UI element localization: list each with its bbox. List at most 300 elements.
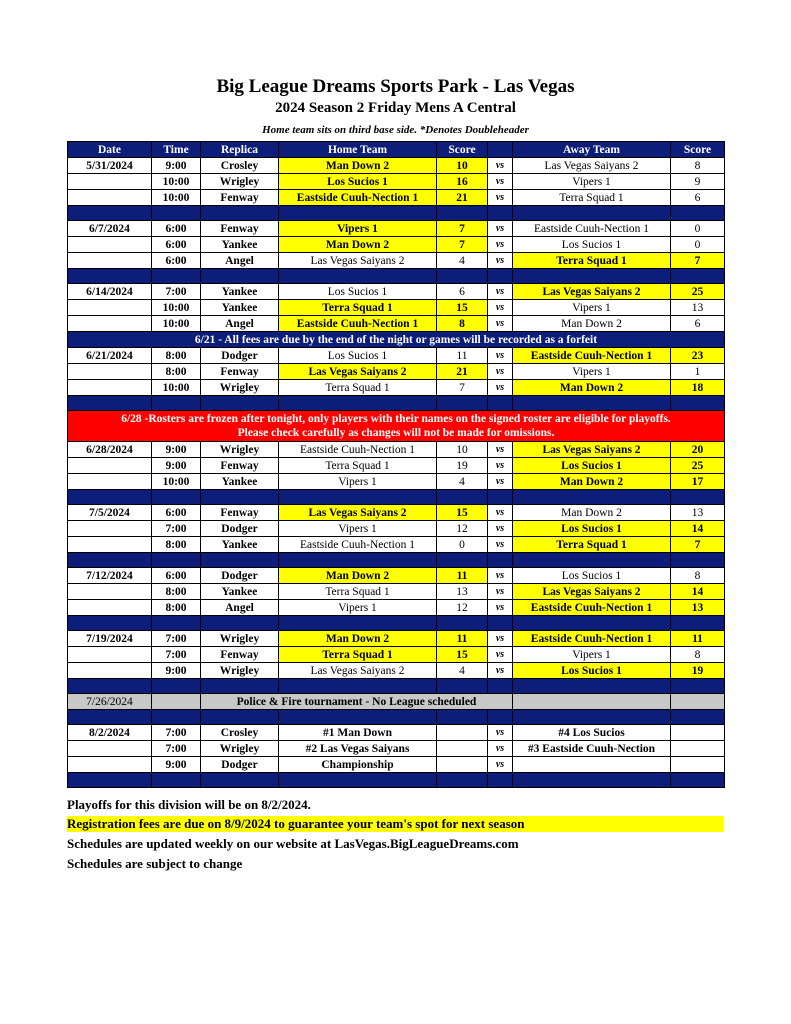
date-cell: 6/7/2024 — [68, 221, 152, 237]
separator-cell — [279, 396, 437, 411]
vs-cell: vs — [488, 663, 513, 679]
separator-cell — [513, 269, 671, 284]
away-team-cell: Los Sucios 1 — [513, 237, 671, 253]
separator-cell — [279, 773, 437, 788]
away-team-cell: Man Down 2 — [513, 316, 671, 332]
separator-cell — [437, 616, 488, 631]
separator-cell — [68, 679, 152, 694]
away-team-cell: Terra Squad 1 — [513, 253, 671, 269]
home-score-cell: 7 — [437, 380, 488, 396]
replica-cell: Dodger — [201, 568, 279, 584]
vs-cell: vs — [488, 237, 513, 253]
separator-cell — [671, 773, 725, 788]
game-row — [68, 584, 725, 600]
away-team-cell: Terra Squad 1 — [513, 190, 671, 206]
game-row — [68, 458, 725, 474]
vs-cell: vs — [488, 521, 513, 537]
home-team-cell: Eastside Cuuh-Nection 1 — [279, 190, 437, 206]
away-team-cell: Los Sucios 1 — [513, 568, 671, 584]
game-row — [68, 348, 725, 364]
home-team-cell: #2 Las Vegas Saiyans — [279, 741, 437, 757]
date-cell — [68, 237, 152, 253]
time-cell: 6:00 — [152, 237, 201, 253]
replica-cell: Fenway — [201, 647, 279, 663]
replica-cell: Angel — [201, 600, 279, 616]
page-subtitle: 2024 Season 2 Friday Mens A Central — [275, 100, 516, 116]
vs-cell: vs — [488, 158, 513, 174]
away-score-cell — [671, 741, 725, 757]
date-cell — [68, 663, 152, 679]
vs-cell: vs — [488, 442, 513, 458]
date-cell — [68, 364, 152, 380]
home-score-cell: 11 — [437, 568, 488, 584]
away-score-cell — [671, 757, 725, 773]
vs-cell: vs — [488, 568, 513, 584]
separator-cell — [68, 616, 152, 631]
playoff-row — [68, 741, 725, 757]
game-row — [68, 158, 725, 174]
date-cell — [68, 316, 152, 332]
home-score-cell: 15 — [437, 647, 488, 663]
separator-cell — [201, 206, 279, 221]
replica-cell: Yankee — [201, 474, 279, 490]
separator-cell — [279, 616, 437, 631]
away-team-cell: Man Down 2 — [513, 474, 671, 490]
separator-cell — [152, 710, 201, 725]
vs-cell: vs — [488, 757, 513, 773]
replica-cell: Fenway — [201, 458, 279, 474]
date-cell — [68, 474, 152, 490]
game-row — [68, 174, 725, 190]
home-team-cell: #1 Man Down — [279, 725, 437, 741]
vs-cell: vs — [488, 474, 513, 490]
separator-cell — [671, 710, 725, 725]
time-cell: 6:00 — [152, 568, 201, 584]
away-score-cell: 23 — [671, 348, 725, 364]
away-score-cell: 6 — [671, 316, 725, 332]
separator-cell — [68, 773, 152, 788]
col-date: Date — [68, 142, 152, 158]
home-team-cell: Man Down 2 — [279, 237, 437, 253]
separator-row — [68, 553, 725, 568]
game-row — [68, 537, 725, 553]
date-cell — [68, 380, 152, 396]
time-cell: 9:00 — [152, 757, 201, 773]
away-team-cell: Las Vegas Saiyans 2 — [513, 158, 671, 174]
separator-cell — [437, 773, 488, 788]
alert-cell — [68, 411, 725, 442]
home-score-cell: 12 — [437, 600, 488, 616]
away-team-cell: Los Sucios 1 — [513, 458, 671, 474]
home-team-cell: Man Down 2 — [279, 568, 437, 584]
home-team-cell: Las Vegas Saiyans 2 — [279, 364, 437, 380]
time-cell: 9:00 — [152, 442, 201, 458]
home-score-cell — [437, 725, 488, 741]
replica-cell: Fenway — [201, 505, 279, 521]
game-row — [68, 300, 725, 316]
schedule-body — [68, 158, 725, 788]
separator-cell — [437, 396, 488, 411]
away-score-cell: 25 — [671, 284, 725, 300]
time-cell: 9:00 — [152, 158, 201, 174]
separator-cell — [152, 396, 201, 411]
col-away-team: Away Team — [513, 142, 671, 158]
separator-cell — [279, 679, 437, 694]
separator-row — [68, 773, 725, 788]
away-score-cell: 20 — [671, 442, 725, 458]
vs-cell: vs — [488, 537, 513, 553]
game-row — [68, 442, 725, 458]
alert-text-2: Please check carefully as changes will not be made for omissions. — [237, 427, 555, 439]
separator-cell — [152, 490, 201, 505]
game-row — [68, 505, 725, 521]
separator-cell — [513, 710, 671, 725]
date-cell — [68, 458, 152, 474]
away-score-cell: 8 — [671, 647, 725, 663]
away-score-cell: 7 — [671, 253, 725, 269]
no-games-row — [68, 694, 725, 710]
separator-row — [68, 710, 725, 725]
separator-row — [68, 269, 725, 284]
website-note: Schedules are updated weekly on our website at LasVegas.BigLeagueDreams.com — [67, 836, 519, 851]
game-row — [68, 253, 725, 269]
separator-cell — [201, 679, 279, 694]
separator-cell — [201, 396, 279, 411]
game-row — [68, 284, 725, 300]
home-score-cell: 16 — [437, 174, 488, 190]
col-vs — [488, 142, 513, 158]
replica-cell: Crosley — [201, 725, 279, 741]
time-cell: 7:00 — [152, 725, 201, 741]
date-cell — [68, 600, 152, 616]
home-score-cell: 19 — [437, 458, 488, 474]
separator-cell — [279, 553, 437, 568]
away-score-cell: 8 — [671, 568, 725, 584]
replica-cell: Wrigley — [201, 631, 279, 647]
replica-cell: Fenway — [201, 221, 279, 237]
notice-text: 6/21 - All fees are due by the end of the night or games will be recorded as a forfeit — [68, 332, 725, 348]
away-score-cell — [671, 725, 725, 741]
home-score-cell: 6 — [437, 284, 488, 300]
registration-note: Registration fees are due on 8/9/2024 to guarantee your team's spot for next season — [67, 816, 724, 832]
game-row — [68, 600, 725, 616]
away-score-cell: 0 — [671, 237, 725, 253]
time-cell: 10:00 — [152, 380, 201, 396]
home-team-cell: Eastside Cuuh-Nection 1 — [279, 537, 437, 553]
home-team-cell: Los Sucios 1 — [279, 348, 437, 364]
vs-cell: vs — [488, 505, 513, 521]
home-score-cell: 10 — [437, 442, 488, 458]
away-team-cell — [513, 757, 671, 773]
away-score-cell: 19 — [671, 663, 725, 679]
replica-cell: Yankee — [201, 300, 279, 316]
col-home-score: Score — [437, 142, 488, 158]
away-score-cell: 18 — [671, 380, 725, 396]
separator-cell — [488, 553, 513, 568]
blank-cell — [152, 694, 201, 710]
home-score-cell: 10 — [437, 158, 488, 174]
replica-cell: Yankee — [201, 537, 279, 553]
away-score-cell: 9 — [671, 174, 725, 190]
away-score-cell: 6 — [671, 190, 725, 206]
separator-cell — [437, 553, 488, 568]
home-score-cell: 21 — [437, 364, 488, 380]
game-row — [68, 663, 725, 679]
alert-text: 6/28 -Rosters are frozen after tonight, only players with their names on the signed roster are eligible for playoffs. — [121, 413, 671, 425]
separator-cell — [68, 710, 152, 725]
home-team-cell: Man Down 2 — [279, 631, 437, 647]
separator-row — [68, 396, 725, 411]
notice-row — [68, 332, 725, 348]
separator-cell — [488, 206, 513, 221]
replica-cell: Dodger — [201, 521, 279, 537]
home-team-cell: Las Vegas Saiyans 2 — [279, 505, 437, 521]
time-cell: 7:00 — [152, 521, 201, 537]
vs-cell: vs — [488, 190, 513, 206]
separator-cell — [513, 206, 671, 221]
away-team-cell: Vipers 1 — [513, 647, 671, 663]
vs-cell: vs — [488, 647, 513, 663]
home-team-cell: Las Vegas Saiyans 2 — [279, 663, 437, 679]
replica-cell: Wrigley — [201, 174, 279, 190]
date-cell — [68, 300, 152, 316]
separator-cell — [671, 616, 725, 631]
home-team-cell: Eastside Cuuh-Nection 1 — [279, 316, 437, 332]
replica-cell: Fenway — [201, 190, 279, 206]
home-score-cell: 4 — [437, 253, 488, 269]
away-team-cell: #4 Los Sucios — [513, 725, 671, 741]
home-team-cell: Terra Squad 1 — [279, 300, 437, 316]
replica-cell: Yankee — [201, 237, 279, 253]
vs-cell: vs — [488, 600, 513, 616]
separator-cell — [152, 206, 201, 221]
separator-cell — [488, 679, 513, 694]
date-cell: 5/31/2024 — [68, 158, 152, 174]
away-score-cell: 14 — [671, 584, 725, 600]
separator-cell — [201, 616, 279, 631]
col-away-score: Score — [671, 142, 725, 158]
home-team-cell: Vipers 1 — [279, 474, 437, 490]
vs-cell: vs — [488, 380, 513, 396]
away-team-cell: Las Vegas Saiyans 2 — [513, 442, 671, 458]
home-score-cell: 13 — [437, 584, 488, 600]
playoff-row — [68, 757, 725, 773]
separator-cell — [671, 269, 725, 284]
change-note: Schedules are subject to change — [67, 856, 243, 871]
separator-cell — [671, 396, 725, 411]
away-team-cell: Eastside Cuuh-Nection 1 — [513, 221, 671, 237]
replica-cell: Wrigley — [201, 442, 279, 458]
away-score-cell: 7 — [671, 537, 725, 553]
vs-cell: vs — [488, 741, 513, 757]
date-cell — [68, 741, 152, 757]
home-score-cell: 7 — [437, 237, 488, 253]
away-team-cell: Las Vegas Saiyans 2 — [513, 584, 671, 600]
vs-cell: vs — [488, 348, 513, 364]
game-row — [68, 631, 725, 647]
separator-cell — [488, 396, 513, 411]
alert-row — [68, 411, 725, 442]
separator-cell — [68, 396, 152, 411]
col-home-team: Home Team — [279, 142, 437, 158]
home-score-cell — [437, 741, 488, 757]
home-team-cell: Los Sucios 1 — [279, 284, 437, 300]
game-row — [68, 221, 725, 237]
away-team-cell: Terra Squad 1 — [513, 537, 671, 553]
separator-cell — [201, 710, 279, 725]
time-cell: 7:00 — [152, 284, 201, 300]
away-team-cell: Los Sucios 1 — [513, 663, 671, 679]
home-team-cell: Terra Squad 1 — [279, 647, 437, 663]
replica-cell: Fenway — [201, 364, 279, 380]
date-cell: 7/26/2024 — [68, 694, 152, 710]
date-cell: 7/12/2024 — [68, 568, 152, 584]
date-cell — [68, 253, 152, 269]
separator-cell — [152, 553, 201, 568]
separator-cell — [201, 553, 279, 568]
date-cell — [68, 190, 152, 206]
game-row — [68, 364, 725, 380]
away-score-cell: 17 — [671, 474, 725, 490]
time-cell: 8:00 — [152, 537, 201, 553]
separator-cell — [437, 710, 488, 725]
home-team-cell: Terra Squad 1 — [279, 584, 437, 600]
separator-cell — [437, 206, 488, 221]
away-score-cell: 1 — [671, 364, 725, 380]
home-score-cell: 8 — [437, 316, 488, 332]
home-score-cell: 12 — [437, 521, 488, 537]
away-team-cell: Los Sucios 1 — [513, 521, 671, 537]
home-score-cell: 11 — [437, 631, 488, 647]
separator-cell — [279, 206, 437, 221]
time-cell: 9:00 — [152, 663, 201, 679]
time-cell: 8:00 — [152, 600, 201, 616]
date-cell: 7/19/2024 — [68, 631, 152, 647]
home-score-cell: 7 — [437, 221, 488, 237]
home-score-cell: 21 — [437, 190, 488, 206]
home-team-cell: Vipers 1 — [279, 221, 437, 237]
game-row — [68, 474, 725, 490]
game-row — [68, 316, 725, 332]
away-score-cell: 13 — [671, 300, 725, 316]
time-cell: 6:00 — [152, 505, 201, 521]
vs-cell: vs — [488, 316, 513, 332]
away-team-cell: Vipers 1 — [513, 300, 671, 316]
home-team-cell: Las Vegas Saiyans 2 — [279, 253, 437, 269]
separator-cell — [152, 616, 201, 631]
time-cell: 9:00 — [152, 458, 201, 474]
date-cell — [68, 757, 152, 773]
home-score-cell: 4 — [437, 474, 488, 490]
separator-cell — [437, 490, 488, 505]
time-cell: 7:00 — [152, 647, 201, 663]
separator-cell — [437, 679, 488, 694]
date-cell — [68, 174, 152, 190]
away-score-cell: 25 — [671, 458, 725, 474]
separator-cell — [488, 773, 513, 788]
date-cell — [68, 647, 152, 663]
separator-cell — [488, 710, 513, 725]
away-team-cell: Vipers 1 — [513, 364, 671, 380]
separator-cell — [279, 490, 437, 505]
away-score-cell: 13 — [671, 600, 725, 616]
separator-cell — [201, 269, 279, 284]
time-cell: 8:00 — [152, 364, 201, 380]
playoff-row — [68, 725, 725, 741]
separator-cell — [513, 679, 671, 694]
replica-cell: Dodger — [201, 348, 279, 364]
vs-cell: vs — [488, 174, 513, 190]
replica-cell: Dodger — [201, 757, 279, 773]
home-team-cell: Man Down 2 — [279, 158, 437, 174]
date-cell — [68, 584, 152, 600]
time-cell: 10:00 — [152, 474, 201, 490]
away-team-cell: Eastside Cuuh-Nection 1 — [513, 600, 671, 616]
away-score-cell: 8 — [671, 158, 725, 174]
home-team-cell: Vipers 1 — [279, 521, 437, 537]
time-cell: 6:00 — [152, 253, 201, 269]
vs-cell: vs — [488, 221, 513, 237]
home-team-cell: Terra Squad 1 — [279, 458, 437, 474]
vs-cell: vs — [488, 253, 513, 269]
playoffs-note: Playoffs for this division will be on 8/2/2024. — [67, 797, 311, 812]
date-cell: 6/14/2024 — [68, 284, 152, 300]
home-score-cell — [437, 757, 488, 773]
replica-cell: Crosley — [201, 158, 279, 174]
home-team-note: Home team sits on third base side. *Denotes Doubleheader — [262, 124, 529, 136]
replica-cell: Wrigley — [201, 380, 279, 396]
vs-cell: vs — [488, 631, 513, 647]
time-cell: 6:00 — [152, 221, 201, 237]
replica-cell: Angel — [201, 253, 279, 269]
time-cell: 8:00 — [152, 348, 201, 364]
separator-row — [68, 206, 725, 221]
home-team-cell: Vipers 1 — [279, 600, 437, 616]
time-cell: 7:00 — [152, 741, 201, 757]
date-cell: 6/21/2024 — [68, 348, 152, 364]
replica-cell: Wrigley — [201, 663, 279, 679]
home-team-cell: Eastside Cuuh-Nection 1 — [279, 442, 437, 458]
vs-cell: vs — [488, 725, 513, 741]
game-row — [68, 380, 725, 396]
date-cell: 8/2/2024 — [68, 725, 152, 741]
header-row — [68, 142, 725, 158]
time-cell: 8:00 — [152, 584, 201, 600]
game-row — [68, 237, 725, 253]
time-cell: 10:00 — [152, 174, 201, 190]
away-score-cell: 13 — [671, 505, 725, 521]
home-score-cell: 4 — [437, 663, 488, 679]
vs-cell: vs — [488, 364, 513, 380]
separator-row — [68, 490, 725, 505]
vs-cell: vs — [488, 284, 513, 300]
away-team-cell: Man Down 2 — [513, 505, 671, 521]
away-team-cell: Eastside Cuuh-Nection 1 — [513, 348, 671, 364]
separator-cell — [513, 553, 671, 568]
date-cell — [68, 537, 152, 553]
separator-cell — [488, 616, 513, 631]
no-games-text: Police & Fire tournament - No League scheduled — [201, 694, 513, 710]
separator-cell — [513, 773, 671, 788]
vs-cell: vs — [488, 458, 513, 474]
home-score-cell: 11 — [437, 348, 488, 364]
separator-cell — [68, 553, 152, 568]
separator-cell — [513, 396, 671, 411]
away-team-cell: Eastside Cuuh-Nection 1 — [513, 631, 671, 647]
separator-cell — [671, 490, 725, 505]
replica-cell: Angel — [201, 316, 279, 332]
separator-cell — [279, 710, 437, 725]
